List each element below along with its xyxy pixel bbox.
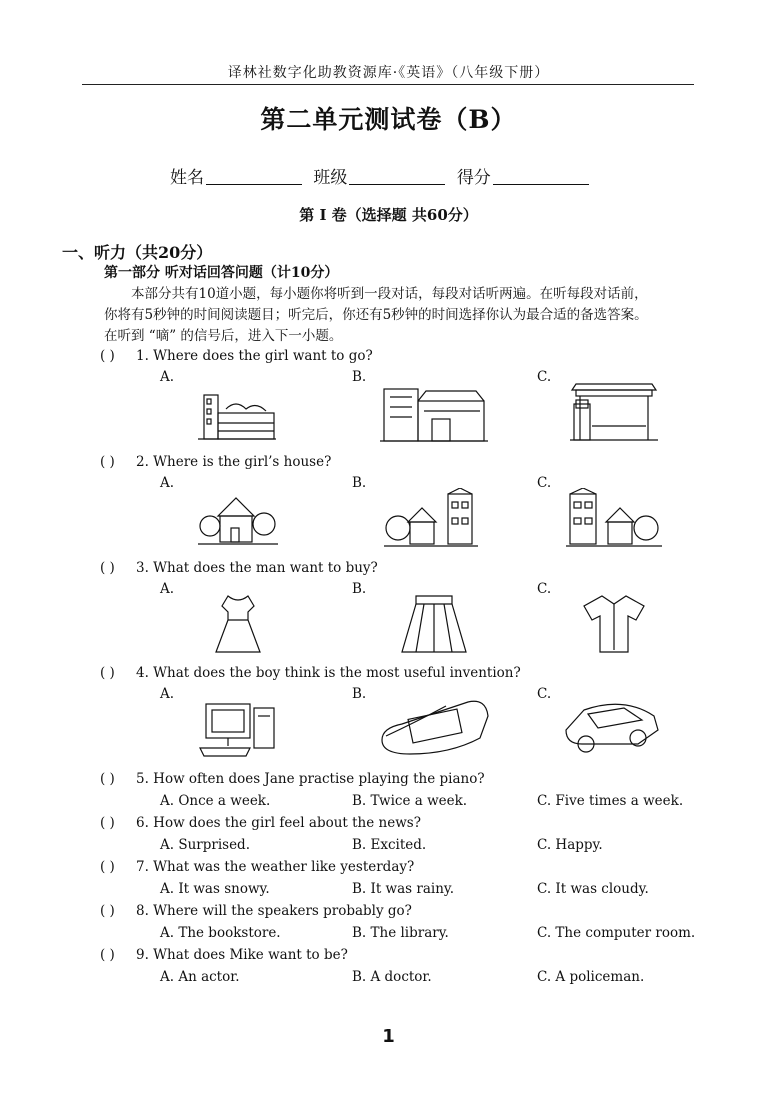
option-c[interactable]: C. It was cloudy. [537,881,649,897]
shirt-icon [578,592,650,656]
question-9 [100,947,348,963]
page-title: 第二单元测试卷（B） [260,105,517,134]
telephone-icon [376,696,492,758]
house-with-trees-icon [198,488,278,550]
market-building-icon [380,383,488,445]
option-c[interactable]: C. The computer room. [537,925,696,941]
option-b[interactable]: B. [352,369,367,385]
option-c[interactable]: C. [537,581,552,597]
question-text: 1. Where does the girl want to go? [136,348,373,364]
score-label: 得分 [456,168,491,188]
answer-paren[interactable]: ( ) [100,859,115,875]
option-b[interactable]: B. [352,581,367,597]
option-a[interactable]: A. [160,369,175,385]
instructions [104,284,694,347]
answer-paren[interactable]: ( ) [100,815,115,831]
question-2 [100,454,331,470]
class-label: 班级 [313,168,348,188]
score-blank[interactable] [493,168,589,185]
option-c[interactable]: C. Happy. [537,837,603,853]
question-4 [100,665,521,681]
section-heading: 一、听力（共20分） [62,243,213,262]
houses-with-tower-icon [384,488,478,552]
question-text: 7. What was the weather like yesterday? [136,859,415,875]
bus-stop-icon [568,380,660,444]
option-c[interactable]: C. Five times a week. [537,793,684,809]
answer-paren[interactable]: ( ) [100,903,115,919]
school-building-icon [196,383,278,443]
answer-paren[interactable]: ( ) [100,771,115,787]
answer-paren[interactable]: ( ) [100,665,115,681]
option-b[interactable]: B. A doctor. [352,969,432,985]
question-8 [100,903,412,919]
car-icon [560,696,664,758]
question-6 [100,815,421,831]
option-a[interactable]: A. Once a week. [160,793,271,809]
question-text: 4. What does the boy think is the most useful invention? [136,665,521,681]
answer-paren[interactable]: ( ) [100,348,115,364]
instruction-line: 在听到 “嘀” 的信号后，进入下一小题。 [104,328,343,344]
option-b[interactable]: B. Twice a week. [352,793,468,809]
option-c[interactable]: C. [537,369,552,385]
option-a[interactable]: A. It was snowy. [160,881,270,897]
instruction-line: 你将有5秒钟的时间阅读题目；听完后，你还有5秒钟的时间选择你认为最合适的备选答案。 [104,307,648,323]
name-label: 姓名 [170,168,204,188]
option-c[interactable]: C. A policeman. [537,969,645,985]
question-text: 9. What does Mike want to be? [136,947,348,963]
question-text: 5. How often does Jane practise playing the piano? [136,771,485,787]
option-a[interactable]: A. [160,475,175,491]
answer-paren[interactable]: ( ) [100,560,115,576]
question-text: 6. How does the girl feel about the news? [136,815,421,831]
option-b[interactable]: B. It was rainy. [352,881,455,897]
option-c[interactable]: C. [537,686,552,702]
instruction-line: 本部分共有10道小题，每小题你将听到一段对话，每段对话听两遍。在听每段对话前， [131,286,648,302]
answer-paren[interactable]: ( ) [100,947,115,963]
question-5 [100,771,485,787]
option-a[interactable]: A. Surprised. [160,837,250,853]
name-row [170,163,595,188]
option-b[interactable]: B. The library. [352,925,449,941]
computer-icon [196,698,280,760]
question-3 [100,560,378,576]
option-a[interactable]: A. [160,686,175,702]
question-7 [100,859,414,875]
header-rule [82,84,694,85]
option-b[interactable]: B. Excited. [352,837,427,853]
question-text: 3. What does the man want to buy? [136,560,378,576]
dress-icon [210,592,266,656]
skirt-icon [398,592,470,656]
option-a[interactable]: A. The bookstore. [160,925,281,941]
header-source: 译林社数字化助教资源库·《英语》（八年级下册） [227,65,550,81]
name-blank[interactable] [206,168,302,185]
option-a[interactable]: A. An actor. [160,969,240,985]
option-b[interactable]: B. [352,686,367,702]
option-c[interactable]: C. [537,475,552,491]
part-heading: 第一部分 听对话回答问题（计10分） [104,265,339,281]
class-blank[interactable] [349,168,445,185]
option-b[interactable]: B. [352,475,367,491]
question-text: 2. Where is the girl’s house? [136,454,332,470]
tower-and-house-icon [566,488,662,552]
volume-heading: 第 I 卷（选择题 共60分） [299,206,478,224]
option-a[interactable]: A. [160,581,175,597]
page-number: 1 [382,1026,395,1047]
question-text: 8. Where will the speakers probably go? [136,903,412,919]
answer-paren[interactable]: ( ) [100,454,115,470]
question-1 [100,348,373,364]
